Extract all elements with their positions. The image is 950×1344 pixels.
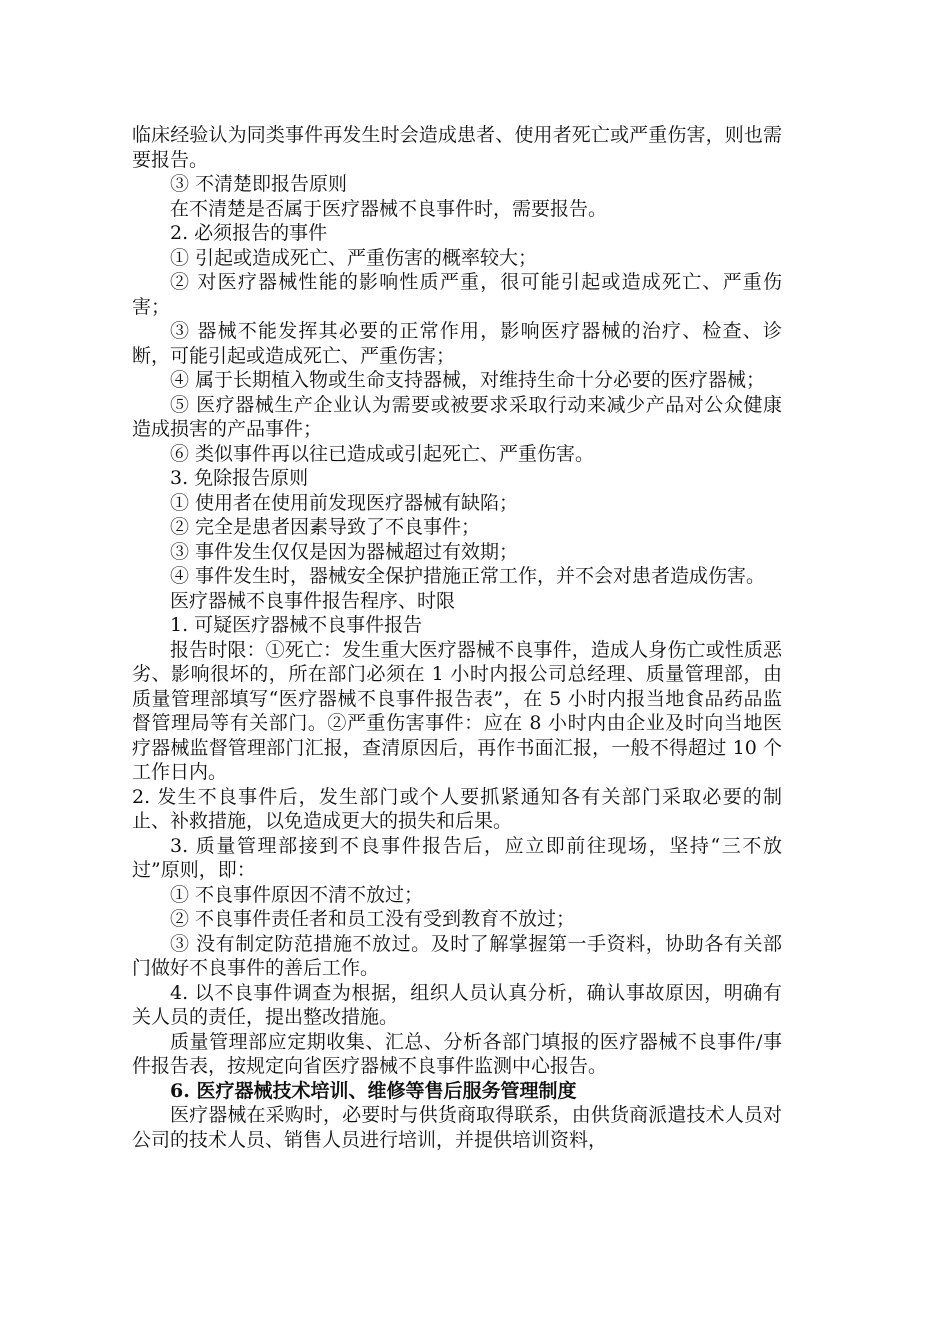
- paragraph: ② 对医疗器械性能的影响性质严重，很可能引起或造成死亡、严重伤害；: [132, 271, 782, 318]
- paragraph: ③ 不清楚即报告原则: [170, 173, 348, 195]
- paragraph: ③ 没有制定防范措施不放过。及时了解掌握第一手资料，协助各有关部门做好不良事件的善后工作。: [132, 932, 782, 979]
- paragraph: ① 不良事件原因不清不放过；: [170, 883, 424, 906]
- paragraph: ② 完全是患者因素导致了不良事件；: [170, 516, 481, 538]
- paragraph: 1. 可疑医疗器械不良事件报告: [170, 614, 423, 636]
- paragraph: ② 不良事件责任者和员工没有受到教育不放过；: [170, 908, 576, 930]
- paragraph: 2. 发生不良事件后，发生部门或个人要抓紧通知各有关部门采取必要的制止、补救措施，以免造成更大的损失和后果。: [132, 785, 782, 832]
- paragraph: ④ 事件发生时，器械安全保护措施正常工作，并不会对患者造成伤害。: [170, 565, 766, 587]
- paragraph: ① 使用者在使用前发现医疗器械有缺陷；: [170, 491, 519, 514]
- paragraph: 质量管理部应定期收集、汇总、分析各部门填报的医疗器械不良事件/事件报告表，按规定向省医疗器械不良事件监测中心报告。: [132, 1030, 782, 1077]
- paragraph: 医疗器械不良事件报告程序、时限: [170, 589, 456, 612]
- paragraph: 在不清楚是否属于医疗器械不良事件时，需要报告。: [170, 197, 608, 220]
- document-page: [132, 123, 782, 1152]
- paragraph: ③ 器械不能发挥其必要的正常作用，影响医疗器械的治疗、检查、诊断，可能引起或造成死亡、严重伤害；: [132, 320, 782, 367]
- paragraph: 3. 免除报告原则: [170, 467, 309, 489]
- paragraph: 2. 必须报告的事件: [170, 222, 328, 244]
- paragraph: 4. 以不良事件调查为根据，组织人员认真分析，确认事故原因，明确有关人员的责任，提出整改措施。: [132, 981, 782, 1028]
- paragraph: ① 引起或造成死亡、严重伤害的概率较大；: [170, 246, 538, 269]
- paragraph: ⑥ 类似事件再以往已造成或引起死亡、严重伤害。: [170, 442, 595, 465]
- paragraph: 报告时限：①死亡：发生重大医疗器械不良事件，造成人身伤亡或性质恶劣、影响很坏的，所在部门必须在 1 小时内报公司总经理、质量管理部，由质量管理部填写“医疗器械不良事件报告表”，在 5 小时内报当地食品药品监督管理局等有关部门。②严重伤害事件：应在 8 小时内由企业及时向当地医疗器械监督管理部门汇报，查清原因后，再作书面汇报，一般不得超过 10 个工作日内。: [132, 638, 782, 783]
- paragraph: ⑤ 医疗器械生产企业认为需要或被要求采取行动来减少产品对公众健康造成损害的产品事件；: [132, 393, 782, 440]
- paragraph: ④ 属于长期植入物或生命支持器械，对维持生命十分必要的医疗器械；: [170, 369, 766, 391]
- paragraph: 3. 质量管理部接到不良事件报告后，应立即前往现场，坚持“三不放过”原则，即：: [132, 834, 782, 881]
- paragraph: 临床经验认为同类事件再发生时会造成患者、使用者死亡或严重伤害，则也需要报告。: [132, 124, 782, 171]
- paragraph: ③ 事件发生仅仅是因为器械超过有效期；: [170, 540, 519, 563]
- section-heading: 6. 医疗器械技术培训、维修等售后服务管理制度: [170, 1079, 577, 1102]
- paragraph: 医疗器械在采购时，必要时与供货商取得联系，由供货商派遣技术人员对公司的技术人员、销售人员进行培训，并提供培训资料，: [132, 1104, 782, 1151]
